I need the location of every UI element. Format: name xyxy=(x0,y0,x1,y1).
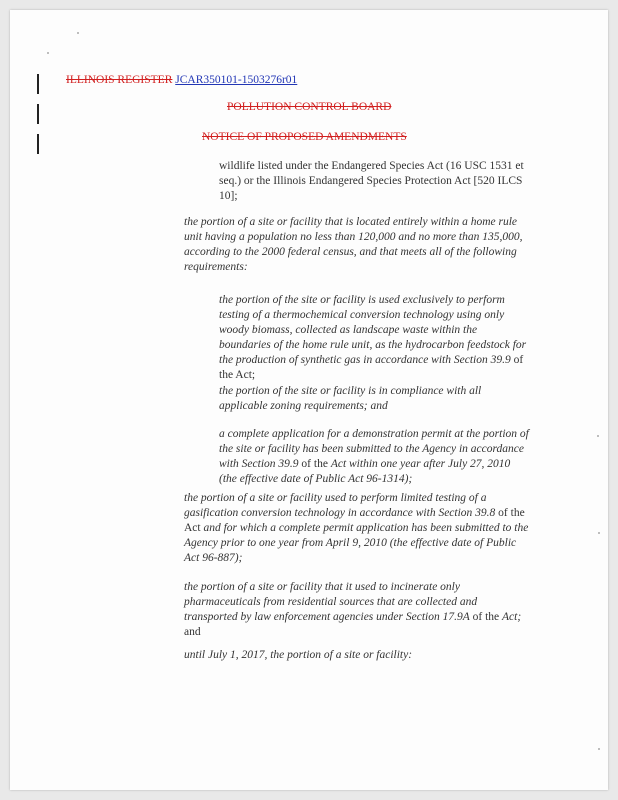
change-bar xyxy=(37,74,39,94)
paragraph-home-rule-unit: the portion of a site or facility that is located entirely within a home rule unit having a population no less than 120,000 and no more than 135,000, according to the 2000 federal census, and that meets all of the following requirements: xyxy=(184,216,523,273)
paragraph-pharmaceuticals: the portion of a site or facility that it used to incinerate only pharmaceuticals from residential sources that are collected and transported by law enforcement agencies under Section 17.9A of the Act; and xyxy=(184,581,522,638)
paragraph-zoning-compliance: the portion of the site or facility is in compliance with all applicable zoning requirements; and xyxy=(219,385,482,412)
scan-speck xyxy=(597,435,599,437)
paragraph-gasification-testing: the portion of a site or facility used to perform limited testing of a gasification conversion technology in accordance with Section 39.8 of the Act and for which a complete permit application has been submitted to the Agency prior to one year from April 9, 2010 (the effective date of Public Act 96-887); xyxy=(184,492,529,564)
change-bar xyxy=(37,134,39,154)
register-inserted-text: JCAR350101-1503276r01 xyxy=(175,74,298,86)
paragraph-demonstration-permit: a complete application for a demonstration permit at the portion of the site or facility has been submitted to the Agency in accordance with Section 39.9 of the Act within one year after July 27, 2010 (the effective date of Public Act 96-1314); xyxy=(219,428,529,485)
register-header xyxy=(66,74,297,86)
document-page xyxy=(10,10,608,790)
notice-title: NOTICE OF PROPOSED AMENDMENTS xyxy=(202,131,407,143)
paragraph-thermochemical-testing: the portion of the site or facility is used exclusively to perform testing of a thermochemical conversion technology using only woody biomass, collected as landscape waste within the boundaries of the home rule unit, as the hydrocarbon feedstock for the production of synthetic gas in accordance with Section 39.9 of the Act; xyxy=(219,294,527,381)
board-title: POLLUTION CONTROL BOARD xyxy=(227,101,392,113)
register-deleted-text: ILLINOIS REGISTER xyxy=(66,74,173,86)
paragraph-wildlife: wildlife listed under the Endangered Species Act (16 USC 1531 et seq.) or the Illinois Endangered Species Protection Act [520 ILCS 10]; xyxy=(219,160,524,202)
change-bar xyxy=(37,104,39,124)
paragraph-until-july-2017: until July 1, 2017, the portion of a site or facility: xyxy=(184,649,413,661)
scan-speck xyxy=(77,32,79,34)
scan-speck xyxy=(598,748,600,750)
scan-speck xyxy=(598,532,600,534)
scan-speck xyxy=(47,52,49,54)
